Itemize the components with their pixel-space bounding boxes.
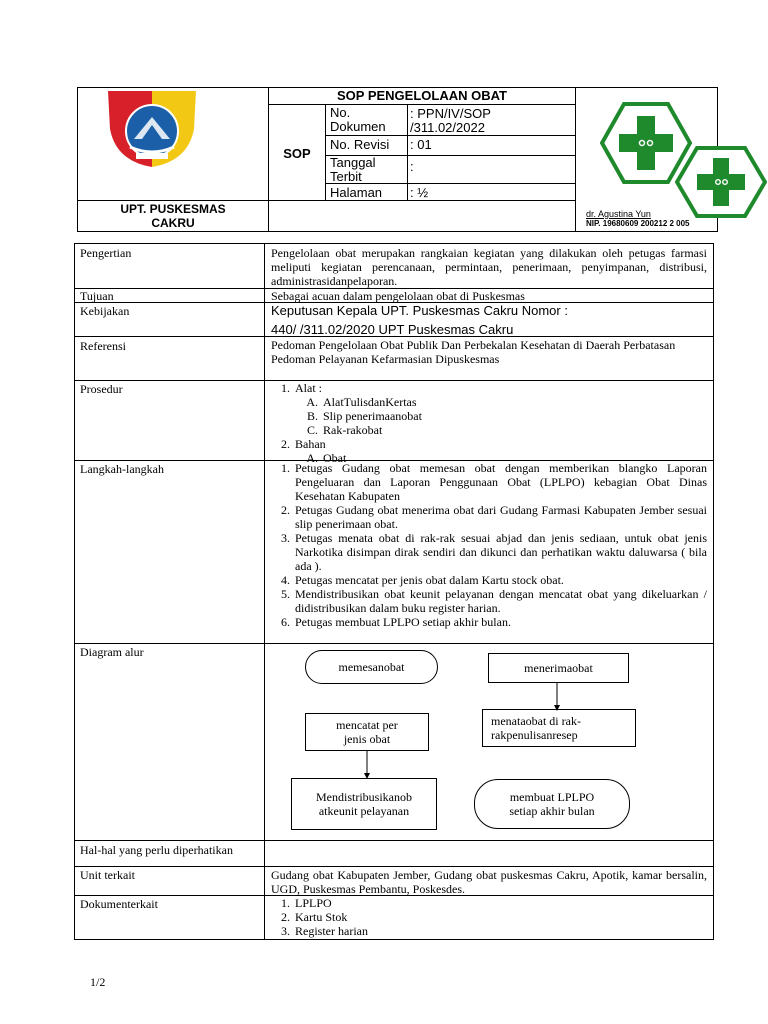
label-pengertian: Pengertian xyxy=(80,246,132,260)
pengertian-text: Pengelolaan obat merupakan rangkaian kegiatan yang dilakukan oleh petugas farmasi meliputi kegiatan perencanaan, permintaan, penerimaan, penyimpanan, distribusi, administrasidanpelaporan. xyxy=(271,246,707,288)
label-unit: Unit terkait xyxy=(80,868,135,882)
label-dokumen: Dokumenterkait xyxy=(80,897,158,911)
doc-title: SOP PENGELOLAAN OBAT xyxy=(337,88,507,103)
referensi-item: Pedoman Pengelolaan Obat Publik Dan Perbekalan Kesehatan di Daerah Perbatasan xyxy=(271,338,676,352)
kebijakan-line1: Keputusan Kepala UPT. Puskesmas Cakru Nomor : xyxy=(271,303,568,318)
list-item: 3. Petugas menata obat di rak-rak sesuai abjad dan jenis sediaan, untuk obat jenis Narkotika disimpan dirak sendiri dan dikunci dan perhatikan waktu daluwarsa ( bila ada ). xyxy=(293,531,707,573)
list-item: B. Slip penerimaanobat xyxy=(321,409,707,423)
signer-name: dr. Agustina Yun xyxy=(586,209,651,219)
label-halhal: Hal-hal yang perlu diperhatikan xyxy=(80,843,233,857)
unit-text: Gudang obat Kabupaten Jember, Gudang obat puskesmas Cakru, Apotik, kamar bersalin, UGD, Puskesmas Pembantu, Poskesdes. xyxy=(271,868,707,896)
flow-node-memesan: memesanobat xyxy=(305,650,438,684)
flow-node-mendistribusikan: Mendistribusikanob atkeunit pelayanan xyxy=(291,778,437,830)
label-tujuan: Tujuan xyxy=(80,289,114,303)
dokumen-ol xyxy=(271,896,707,938)
flow-node-mencatat: mencatat per jenis obat xyxy=(305,713,429,751)
field-no-dokumen-label: No. Dokumen xyxy=(330,105,386,134)
referensi-item: Pedoman Pelayanan Kefarmasian Dipuskesmas xyxy=(271,352,500,366)
sop-label: SOP xyxy=(283,146,311,161)
page-number: 1/2 xyxy=(90,975,106,989)
field-tanggal-value: : xyxy=(410,159,414,174)
field-tanggal-label: Tanggal Terbit xyxy=(330,155,376,184)
list-item: 1. LPLPO xyxy=(293,896,707,910)
list-item: A. AlatTulisdanKertas xyxy=(321,395,707,409)
field-no-revisi-label: No. Revisi xyxy=(330,137,390,152)
org-name: UPT. PUSKESMAS CAKRU xyxy=(120,202,226,230)
flow-node-menerima: menerimaobat xyxy=(488,653,629,683)
list-item: 5. Mendistribusikan obat keunit pelayanan dengan mencatat obat yang dikeluarkan / didistribusikan dalam buku register harian. xyxy=(293,587,707,615)
signer-nip: NIP. 19680609 200212 2 005 xyxy=(586,219,690,228)
field-no-dokumen-value: : PPN/IV/SOP /311.02/2022 xyxy=(410,106,491,135)
prosedur-item-alat: Alat : xyxy=(295,381,322,395)
label-referensi: Referensi xyxy=(80,339,126,353)
label-diagram: Diagram alur xyxy=(80,645,144,659)
kebijakan-line2-text: 440/ /311.02/2020 UPT Puskesmas Cakru xyxy=(271,322,514,337)
list-item: 1. Petugas Gudang obat memesan obat dengan memberikan blangko Laporan Pengeluaran dan Laporan Penggunaan Obat (LPLPO) kebagian Obat Dinas Kesehatan Kabupaten xyxy=(293,461,707,503)
dokumen-list xyxy=(271,896,707,938)
prosedur-item-bahan: Bahan xyxy=(295,437,326,451)
list-item: 2. Kartu Stok xyxy=(293,910,707,924)
list-item: A. Obat xyxy=(321,451,707,465)
label-kebijakan: Kebijakan xyxy=(80,304,130,318)
tujuan-text: Sebagai acuan dalam pengelolaan obat di Puskesmas xyxy=(271,289,525,303)
list-item: 6. Petugas membuat LPLPO setiap akhir bulan. xyxy=(293,615,707,629)
list-item: C. Rak-rakobat xyxy=(321,423,707,437)
field-no-revisi-value: : 01 xyxy=(410,137,432,152)
field-halaman-value: : ½ xyxy=(410,185,429,200)
flow-node-menata: menataobat di rak-rakpenulisanresep xyxy=(482,709,636,747)
flow-node-membuat: membuat LPLPO setiap akhir bulan xyxy=(474,779,630,829)
list-item: 4. Petugas mencatat per jenis obat dalam Kartu stock obat. xyxy=(293,573,707,587)
list-item: 3. Register harian xyxy=(293,924,707,938)
label-prosedur: Prosedur xyxy=(80,382,123,396)
label-langkah: Langkah-langkah xyxy=(80,462,164,476)
list-item: 2. Petugas Gudang obat menerima obat dari Gudang Farmasi Kabupaten Jember sesuai slip penerimaan obat. xyxy=(293,503,707,531)
field-halaman-label: Halaman xyxy=(330,185,383,200)
